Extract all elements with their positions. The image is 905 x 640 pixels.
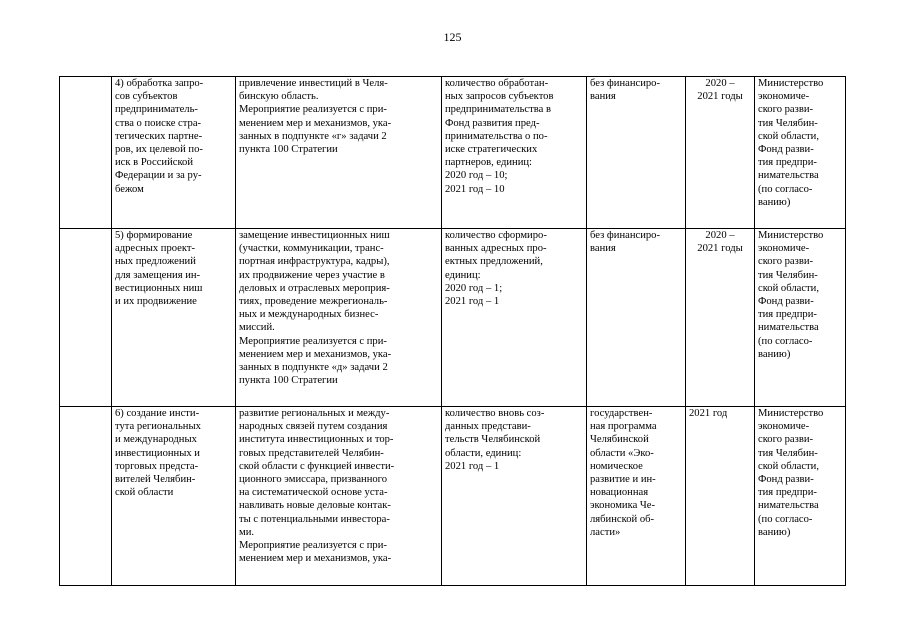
funding-cell: без финансиро- вания [587, 77, 686, 229]
indicator-cell: количество вновь соз- данных представи- тельств Челябинской области, единиц: 2021 год – 1 [442, 407, 587, 586]
row-number-cell [60, 229, 112, 407]
task-cell: 4) обработка запро- сов субъектов предприниматель- ства о поиске стра- тегических партне- ров, их целевой по- иск в Российской Федерации и за ру- бежом [112, 77, 236, 229]
funding-cell: без финансиро- вания [587, 229, 686, 407]
period-cell: 2021 год [686, 407, 755, 586]
indicator-cell: количество обработан- ных запросов субъектов предпринимательства в Фонд развития пред- принимательства о по- иске стратегических партнеров, единиц: 2020 год – 10; 2021 год – 10 [442, 77, 587, 229]
description-cell: привлечение инвестиций в Челя- бинскую область. Мероприятие реализуется с при- менением мер и механизмов, ука- занных в подпункте «г» задачи 2 пункта 100 Стратегии [236, 77, 442, 229]
funding-cell: государствен- ная программа Челябинской области «Эко- номическое развитие и ин- новационная экономика Че- лябинской об- ласти» [587, 407, 686, 586]
row-number-cell [60, 407, 112, 586]
page-number: 125 [443, 30, 462, 44]
task-cell: 5) формирование адресных проект- ных предложений для замещения ин- вестиционных ниш и их продвижение [112, 229, 236, 407]
description-cell: развитие региональных и между- народных связей путем создания института инвестиционных и тор- говых представителей Челябин- ской области с функцией инвести- ционного эмиссара, призванного на систематической основе уста- навливать новые деловые контак- ты с потенциальными инвестора- ми. Мероприятие реализуется с при- менением мер и механизмов, ука- [236, 407, 442, 586]
activities-table [59, 76, 846, 586]
executor-cell: Министерство экономиче- ского разви- тия Челябин- ской области, Фонд разви- тия предпри- нимательства (по согласо- ванию) [755, 77, 846, 229]
executor-cell: Министерство экономиче- ского разви- тия Челябин- ской области, Фонд разви- тия предпри- нимательства (по согласо- ванию) [755, 407, 846, 586]
period-cell: 2020 – 2021 годы [686, 77, 755, 229]
executor-cell: Министерство экономиче- ского разви- тия Челябин- ской области, Фонд разви- тия предпри- нимательства (по согласо- ванию) [755, 229, 846, 407]
row-number-cell [60, 77, 112, 229]
table-row [60, 77, 846, 229]
table-row [60, 229, 846, 407]
description-cell: замещение инвестиционных ниш (участки, коммуникации, транс- портная инфраструктура, кадры), их продвижение через участие в деловых и отраслевых мероприя- тиях, проведение межрегиональ- ных и международных бизнес- миссий. Мероприятие реализуется с при- менением мер и механизмов, ука- занных в подпункте «д» задачи 2 пункта 100 Стратегии [236, 229, 442, 407]
period-cell: 2020 – 2021 годы [686, 229, 755, 407]
indicator-cell: количество сформиро- ванных адресных про- ектных предложений, единиц: 2020 год – 1; 2021 год – 1 [442, 229, 587, 407]
task-cell: 6) создание инсти- тута региональных и международных инвестиционных и торговых предста- вителей Челябин- ской области [112, 407, 236, 586]
table-row [60, 407, 846, 586]
